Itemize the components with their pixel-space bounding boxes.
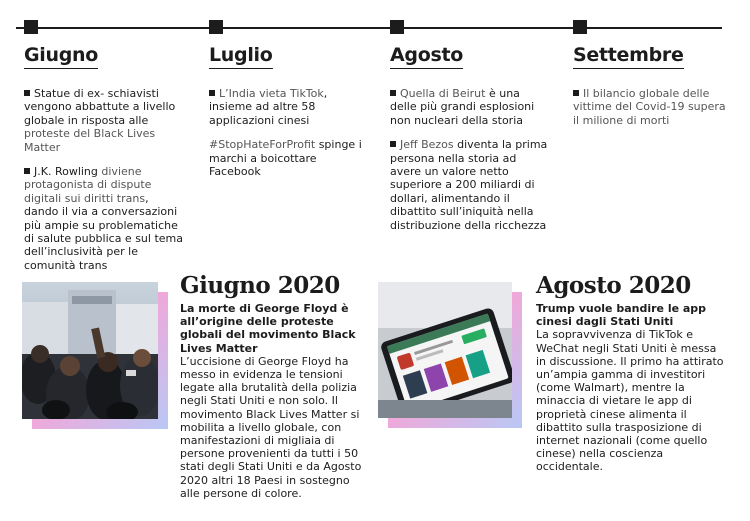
bullet-square-icon <box>390 90 396 96</box>
timeline-line <box>16 27 722 29</box>
item-link[interactable]: #StopHateForProfit <box>209 138 316 152</box>
timeline-marker-agosto <box>390 20 404 34</box>
month-title: Giugno <box>24 44 98 69</box>
item-link[interactable]: diviene protagonista di dispute digitali sui diritti trans <box>24 165 152 205</box>
item-link[interactable]: L’India vieta TikTok <box>219 87 324 100</box>
timeline-item: Quella di Beirut è una delle più grandi esplosioni non nucleari della storia <box>390 87 535 127</box>
bullet-square-icon <box>24 90 30 96</box>
month-title: Agosto <box>390 44 463 69</box>
item-link[interactable]: proteste del Black Lives Matter <box>24 127 156 154</box>
feature-text: La sopravvivenza di TikTok e WeChat negli Stati Uniti è messa in discussione. Il primo ha attirato un’ampia gamma di investitori (come Walmart), mentre la minaccia di vietare le app di proprietà cinese alimenta il dibattito sulla trasposizione di internet nazionali (come quello cinese) nella coscienza occidentale. <box>536 328 724 474</box>
timeline-item: #StopHateForProfit spinge i marchi a boicottare Facebook <box>209 138 362 179</box>
item-link[interactable]: Jeff Bezos <box>400 138 454 152</box>
month-title: Luglio <box>209 44 273 69</box>
timeline-item <box>573 87 733 127</box>
phone-app-store-image <box>378 282 512 418</box>
bullet-square-icon <box>209 90 215 96</box>
bullet-square-icon <box>390 141 396 147</box>
timeline-item: J.K. Rowling diviene protagonista di dispute digitali sui diritti trans, dando il via a conversazioni più ampie su problematiche di salute pubblica e sul tema dell’inclusività per le comunità trans <box>24 165 183 272</box>
timeline-item: Statue di ex- schiavisti vengono abbattute a livello globale in risposta alle proteste del Black Lives Matter <box>24 87 176 154</box>
feature-body <box>180 302 372 500</box>
feature-title: Agosto 2020 <box>536 272 691 299</box>
item-link[interactable]: Quella di Beirut <box>400 87 486 100</box>
timeline-column-settembre <box>573 44 733 127</box>
protest-photo <box>22 282 158 419</box>
timeline-item: Jeff Bezos diventa la prima persona nella storia ad avere un valore netto superiore a 200 miliardi di dollari, alimentando il dibattito sull’iniquità nella distribuzione della ricchezza <box>390 138 548 232</box>
timeline-column-agosto <box>390 44 548 232</box>
timeline-marker-settembre <box>573 20 587 34</box>
item-link[interactable]: Il bilancio globale delle vittime del Covid-19 supera il milione di morti <box>573 87 726 127</box>
timeline-item: L’India vieta TikTok, insieme ad altre 58 applicazioni cinesi <box>209 87 328 127</box>
month-title: Settembre <box>573 44 684 69</box>
bullet-square-icon <box>24 168 30 174</box>
timeline-marker-luglio <box>209 20 223 34</box>
protest-crowd-image <box>22 282 158 419</box>
bullet-square-icon <box>573 90 579 96</box>
timeline-marker-giugno <box>24 20 38 34</box>
feature-body <box>536 302 728 474</box>
timeline-column-giugno <box>24 44 184 272</box>
feature-text: L’uccisione di George Floyd ha messo in evidenza le tensioni legate alla brutalità della polizia negli Stati Uniti e non solo. Il movimento Black Lives Matter si mobilita a livello globale, con manifestazioni di migliaia di persone provenienti da tutti i 50 stati degli Stati Uniti e da Agosto 2020 altri 18 Paesi in sostegno alle persone di colore. <box>180 354 362 500</box>
feature-lead: La morte di George Floyd è all’origine delle proteste globali del movimento Black Lives Matter <box>180 302 356 355</box>
timeline-column-luglio <box>209 44 371 178</box>
feature-title: Giugno 2020 <box>180 272 340 299</box>
phone-photo <box>378 282 512 418</box>
feature-lead: Trump vuole bandire le app cinesi dagli Stati Uniti <box>536 302 707 329</box>
